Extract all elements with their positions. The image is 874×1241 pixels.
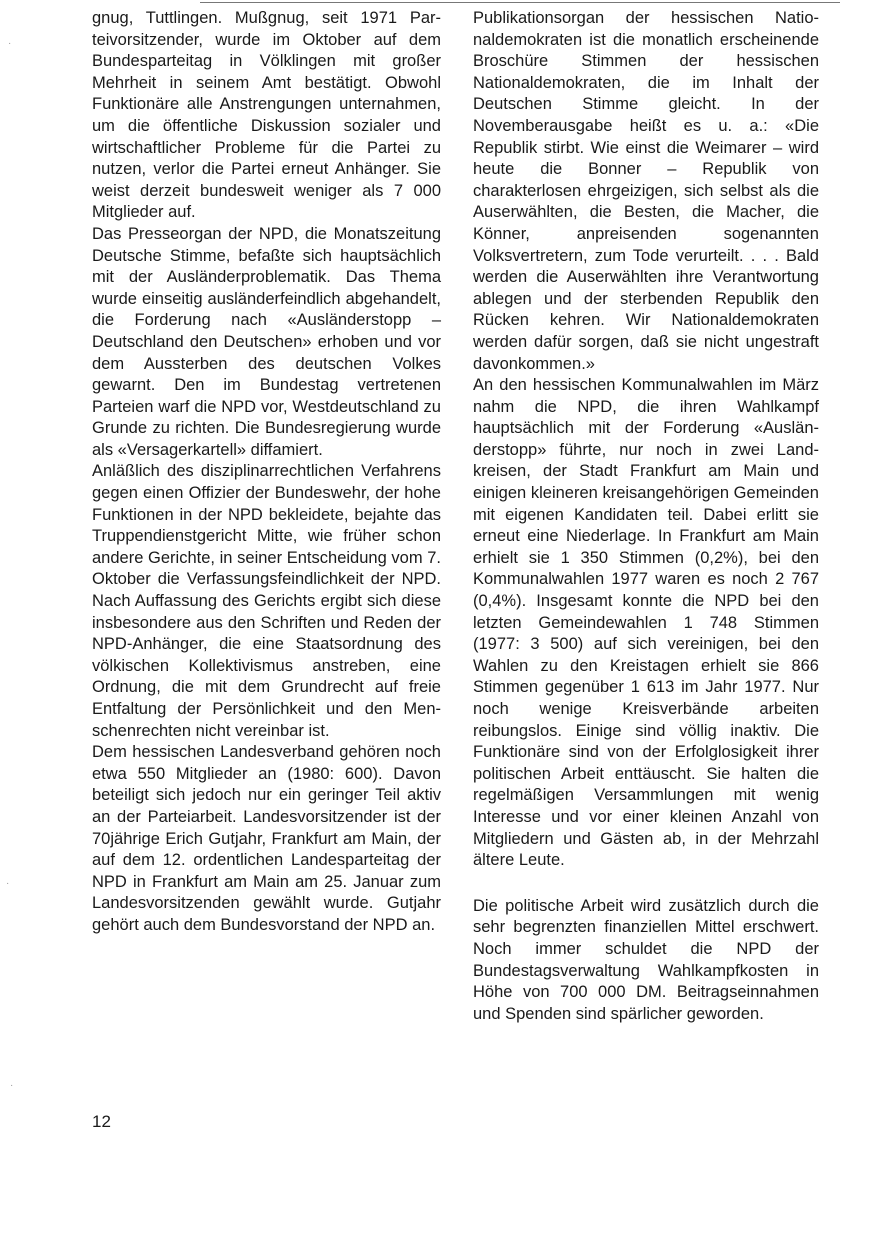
- paragraph-court-ruling: Anläßlich des disziplinarrechtlichen Verfahrens gegen einen Offizier der Bundeswehr, der hohe Funktionen in der NPD bekleidete, bejahte das Truppendienstgericht Mitte, wie früher schon andere Gerichte, in seiner Entscheidung vom 7. Oktober die Verfassungsfeindlichkeit der NPD. Nach Auffassung des Gerichts ergibt sich diese insbesondere aus den Schriften und Reden der NPD-Anhänger, die eine Staatsordnung des völkischen Kollektivismus anstreben, eine Ordnung, die mit dem Grundrecht auf freie Entfaltung der Persönlichkeit und den Menschenrechten nicht vereinbar ist.: [92, 462, 441, 740]
- paragraph-publication: Publikationsorgan der hessischen Nationaldemokraten ist die monatlich erscheinende Broschüre Stimmen der hessischen Nationaldemokraten, die im Inhalt der Deutschen Stimme gleicht. In der Novemberausgabe heißt es u. a.: «Die Republik stirbt. Wie einst die Weimarer – wird heute die Bonner – Republik von charakterlosen ehrgeizigen, sich selbst als die Auserwählten, die Besten, die Macher, die Könner, anpreisenden sogenannten Volksvertretern, zum Tode verurteilt. . . . Bald werden die Auserwählten ihre Verantwortung ablegen und der sterbenden Republik den Rücken kehren. Wir Nationaldemokraten werden dafür sorgen, daß sie nicht ungestraft davonkommen.»: [473, 9, 819, 373]
- paragraph-finances: Die politische Arbeit wird zusätzlich durch die sehr begrenzten finanziellen Mittel erschwert. Noch immer schuldet die NPD der Bundestagsverwaltung Wahlkampfkosten in Höhe von 700 000 DM. Beitragseinnahmen und Spenden sind spärlicher geworden.: [473, 896, 819, 1023]
- paragraph-membership: gnug, Tuttlingen. Mußgnug, seit 1971 Parteivorsitzender, wurde im Oktober auf dem Bundesparteitag in Völklingen mit großer Mehrheit in seinem Amt bestätigt. Obwohl Funktionäre alle Anstrengungen unternahmen, um die öffentliche Diskussion sozialer und wirtschaftlicher Probleme für die Partei zu nutzen, verlor die Partei erneut Anhänger. Sie weist derzeit bundesweit weniger als 7 000 Mitglieder auf.: [92, 9, 441, 222]
- page-number: 12: [92, 1112, 111, 1131]
- paragraph-press-organ: Das Presseorgan der NPD, die Monatszeitung Deutsche Stimme, befaßte sich hauptsächlich mit der Ausländerproblematik. Das Thema wurde einseitig ausländerfeindlich abgehandelt, die Forderung nach «Ausländerstopp – Deutschland den Deutschen» erhoben und vor dem Aussterben des deutschen Volkes gewarnt. Den im Bundestag vertretenen Parteien warf die NPD vor, Westdeutschland zu Grunde zu richten. Die Bundesregierung wurde als «Versagerkartell» diffamiert.: [92, 224, 441, 459]
- scan-speck: ·: [6, 878, 10, 889]
- scan-speck: ·: [10, 1080, 14, 1091]
- left-column: [92, 8, 441, 937]
- right-column: [473, 8, 819, 1025]
- paragraph-municipal-elections: An den hessischen Kommunalwahlen im März nahm die NPD, die ihren Wahlkampf hauptsächlich mit der Forderung «Ausländerstopp» führte, nur noch in zwei Landkreisen, der Stadt Frankfurt am Main und einigen kleineren kreisangehörigen Gemeinden mit eigenen Kandidaten teil. Dabei erlitt sie erneut eine Niederlage. In Frankfurt am Main erhielt sie 1 350 Stimmen (0,2%), bei den Kommunalwahlen 1977 waren es noch 2 767 (0,4%). Insgesamt konnte die NPD bei den letzten Gemeindewahlen 1 748 Stimmen (1977: 3 500) auf sich vereinigen, bei den Wahlen zu den Kreistagen erhielt sie 866 Stimmen gegenüber 1 613 im Jahr 1977. Nur noch wenige Kreisverbände arbeiten reibungslos. Einige sind völlig inaktiv. Die Funktionäre sind von der Erfolglosigkeit ihrer politischen Arbeit enttäuscht. Sie halten die regelmäßigen Versammlungen mit wenig Interesse und vor einer kleinen Anzahl von Mitgliedern und Gästen ab, in der Mehrzahl ältere Leute.: [473, 376, 819, 870]
- paragraph-hessian-branch: Dem hessischen Landesverband gehören noch etwa 550 Mitglieder an (1980: 600). Davon beteiligt sich jedoch nur ein geringer Teil aktiv an der Parteiarbeit. Landesvorsitzender ist der 70jährige Erich Gutjahr, Frankfurt am Main, der auf dem 12. ordentlichen Landesparteitag der NPD in Frankfurt am Main am 25. Januar zum Landesvorsitzenden gewählt wurde. Gutjahr gehört auch dem Bundesvorstand der NPD an.: [92, 743, 441, 934]
- top-rule: [200, 2, 840, 3]
- scan-speck: ·: [8, 38, 12, 49]
